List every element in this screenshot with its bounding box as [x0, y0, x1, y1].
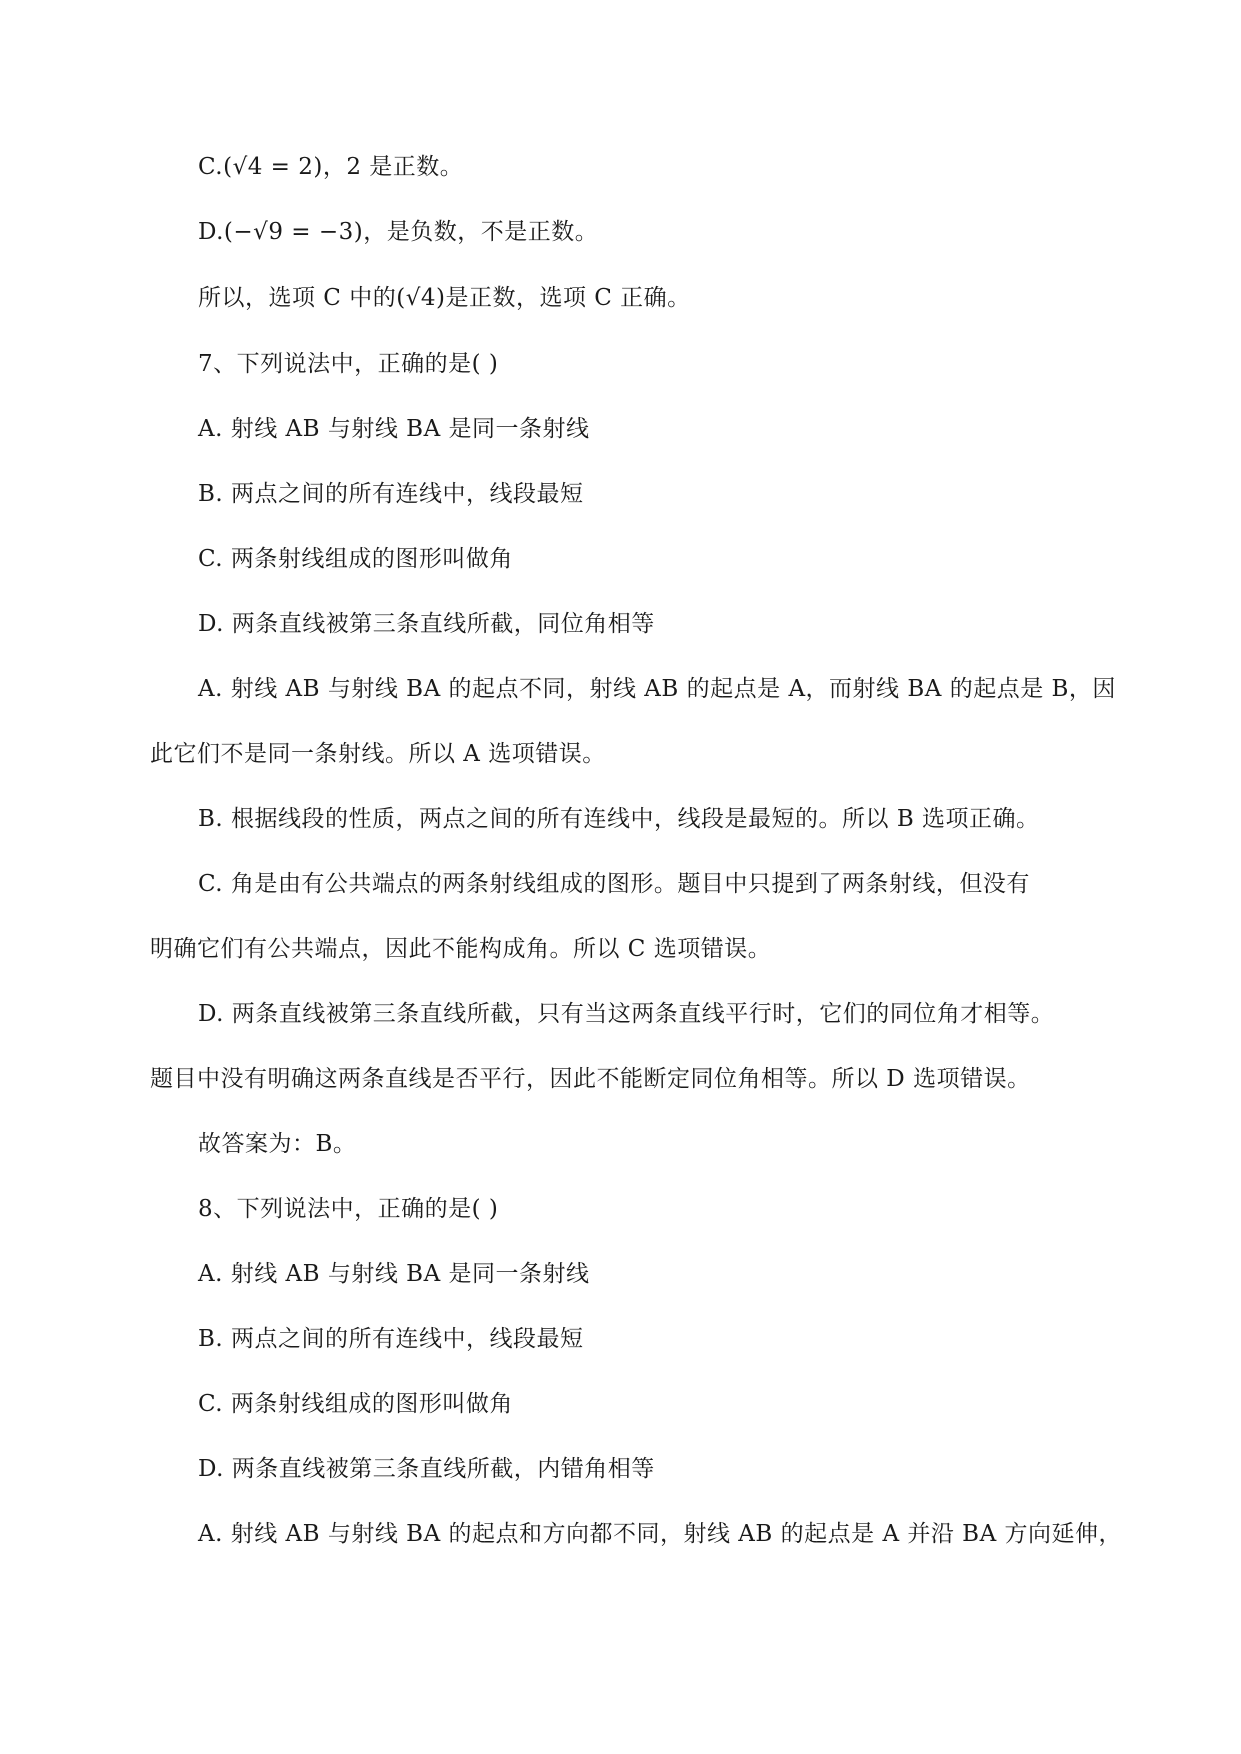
- option-a: A. 射线 AB 与射线 BA 是同一条射线: [198, 1261, 590, 1287]
- option-d: D. 两条直线被第三条直线所截，内错角相等: [198, 1456, 655, 1482]
- question-8-stem: 8、下列说法中，正确的是( ): [198, 1196, 499, 1222]
- explanation-line: C. 角是由有公共端点的两条射线组成的图形。题目中只提到了两条射线，但没有: [198, 871, 1030, 897]
- explanation-line: 题目中没有明确这两条直线是否平行，因此不能断定同位角相等。所以 D 选项错误。: [150, 1066, 1031, 1092]
- option-c: C. 两条射线组成的图形叫做角: [198, 1391, 513, 1417]
- explanation-line: 明确它们有公共端点，因此不能构成角。所以 C 选项错误。: [150, 936, 772, 962]
- option-c: C. 两条射线组成的图形叫做角: [198, 546, 513, 572]
- explanation-line: A. 射线 AB 与射线 BA 的起点和方向都不同，射线 AB 的起点是 A 并沿 BA 方向延伸，: [198, 1521, 1122, 1547]
- explanation-line: 此它们不是同一条射线。所以 A 选项错误。: [150, 741, 606, 767]
- explanation-line: D. 两条直线被第三条直线所截，只有当这两条直线平行时，它们的同位角才相等。: [198, 1001, 1055, 1027]
- option-b: B. 两点之间的所有连线中，线段最短: [198, 1326, 584, 1352]
- text-line: D.(−√9 = −3)，是负数，不是正数。: [198, 219, 599, 245]
- option-d: D. 两条直线被第三条直线所截，同位角相等: [198, 611, 655, 637]
- answer-line: 故答案为：B。: [198, 1131, 357, 1157]
- text-line: C.(√4 = 2)，2 是正数。: [198, 154, 464, 180]
- explanation-line: B. 根据线段的性质，两点之间的所有连线中，线段是最短的。所以 B 选项正确。: [198, 806, 1040, 832]
- option-b: B. 两点之间的所有连线中，线段最短: [198, 481, 584, 507]
- question-7-stem: 7、下列说法中，正确的是( ): [198, 351, 499, 377]
- text-line: 所以，选项 C 中的(√4)是正数，选项 C 正确。: [198, 285, 691, 311]
- explanation-line: A. 射线 AB 与射线 BA 的起点不同，射线 AB 的起点是 A，而射线 BA 的起点是 B，因: [198, 676, 1116, 702]
- option-a: A. 射线 AB 与射线 BA 是同一条射线: [198, 416, 590, 442]
